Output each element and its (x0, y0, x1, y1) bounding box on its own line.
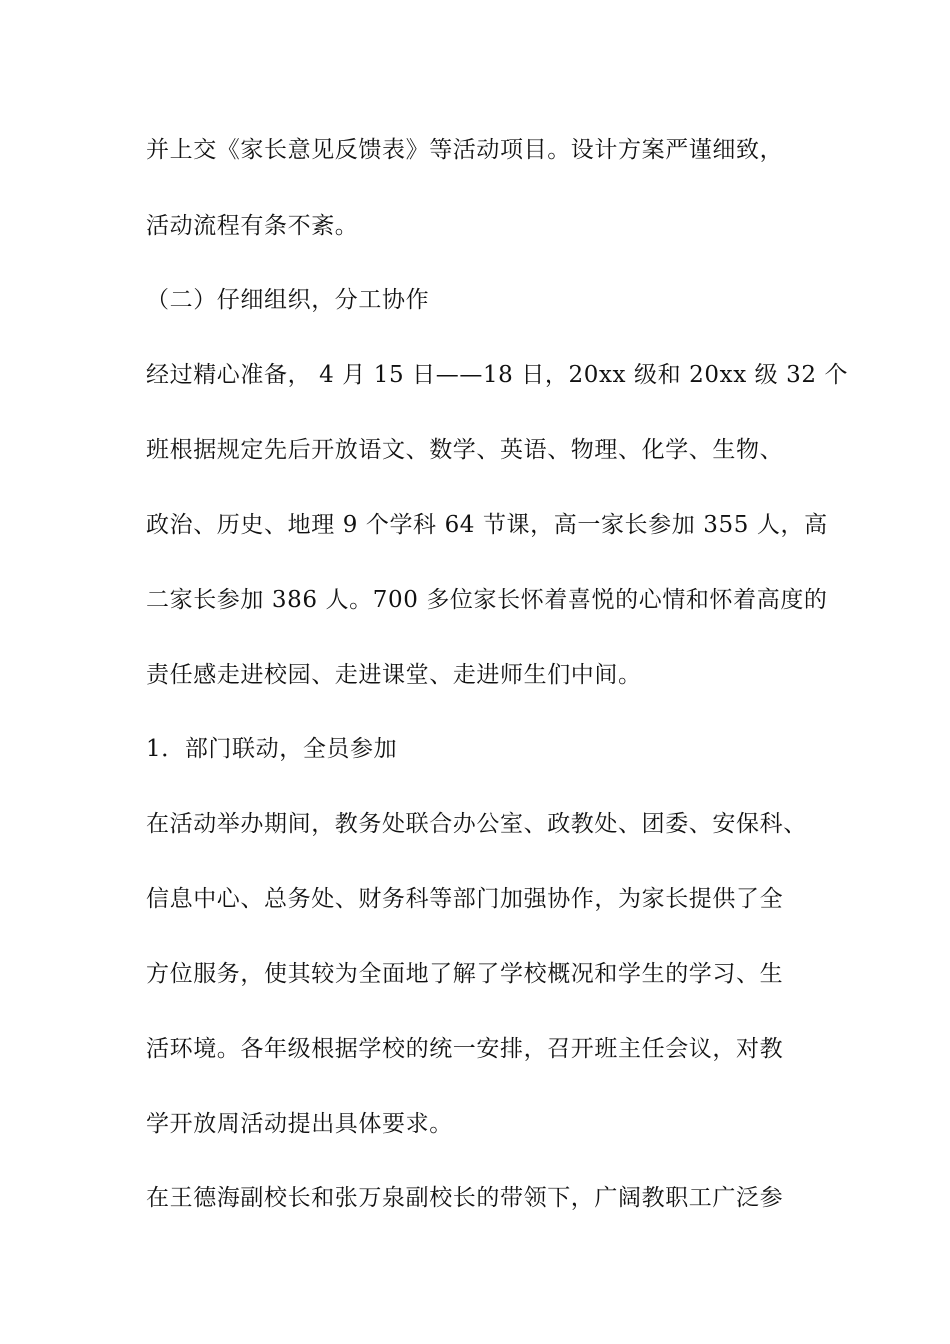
paragraph-line: 并上交《家长意见反馈表》等活动项目。设计方案严谨细致， (146, 137, 784, 163)
paragraph-line: 方位服务，使其较为全面地了解了学校概况和学生的学习、生 (146, 961, 784, 987)
paragraph-line: 活环境。各年级根据学校的统一安排，召开班主任会议，对教 (146, 1036, 784, 1062)
paragraph-line: 经过精心准备， 4 月 15 日——18 日，20xx 级和 20xx 级 32 个 (146, 362, 849, 388)
paragraph-line: 信息中心、总务处、财务科等部门加强协作，为家长提供了全 (146, 886, 784, 912)
subsection-heading: 1．部门联动，全员参加 (146, 736, 398, 762)
paragraph-line: 活动流程有条不紊。 (146, 213, 359, 239)
section-heading: （二）仔细组织，分工协作 (146, 287, 430, 313)
paragraph-line: 在活动举办期间，教务处联合办公室、政教处、团委、安保科、 (146, 811, 807, 837)
paragraph-line: 责任感走进校园、走进课堂、走进师生们中间。 (146, 662, 642, 688)
paragraph-line: 在王德海副校长和张万泉副校长的带领下，广阔教职工广泛参 (146, 1185, 784, 1211)
paragraph-line: 学开放周活动提出具体要求。 (146, 1111, 453, 1137)
paragraph-line: 班根据规定先后开放语文、数学、英语、物理、化学、生物、 (146, 437, 784, 463)
paragraph-line: 政治、历史、地理 9 个学科 64 节课，高一家长参加 355 人，高 (146, 512, 828, 538)
paragraph-line: 二家长参加 386 人。700 多位家长怀着喜悦的心情和怀着高度的 (146, 587, 828, 613)
